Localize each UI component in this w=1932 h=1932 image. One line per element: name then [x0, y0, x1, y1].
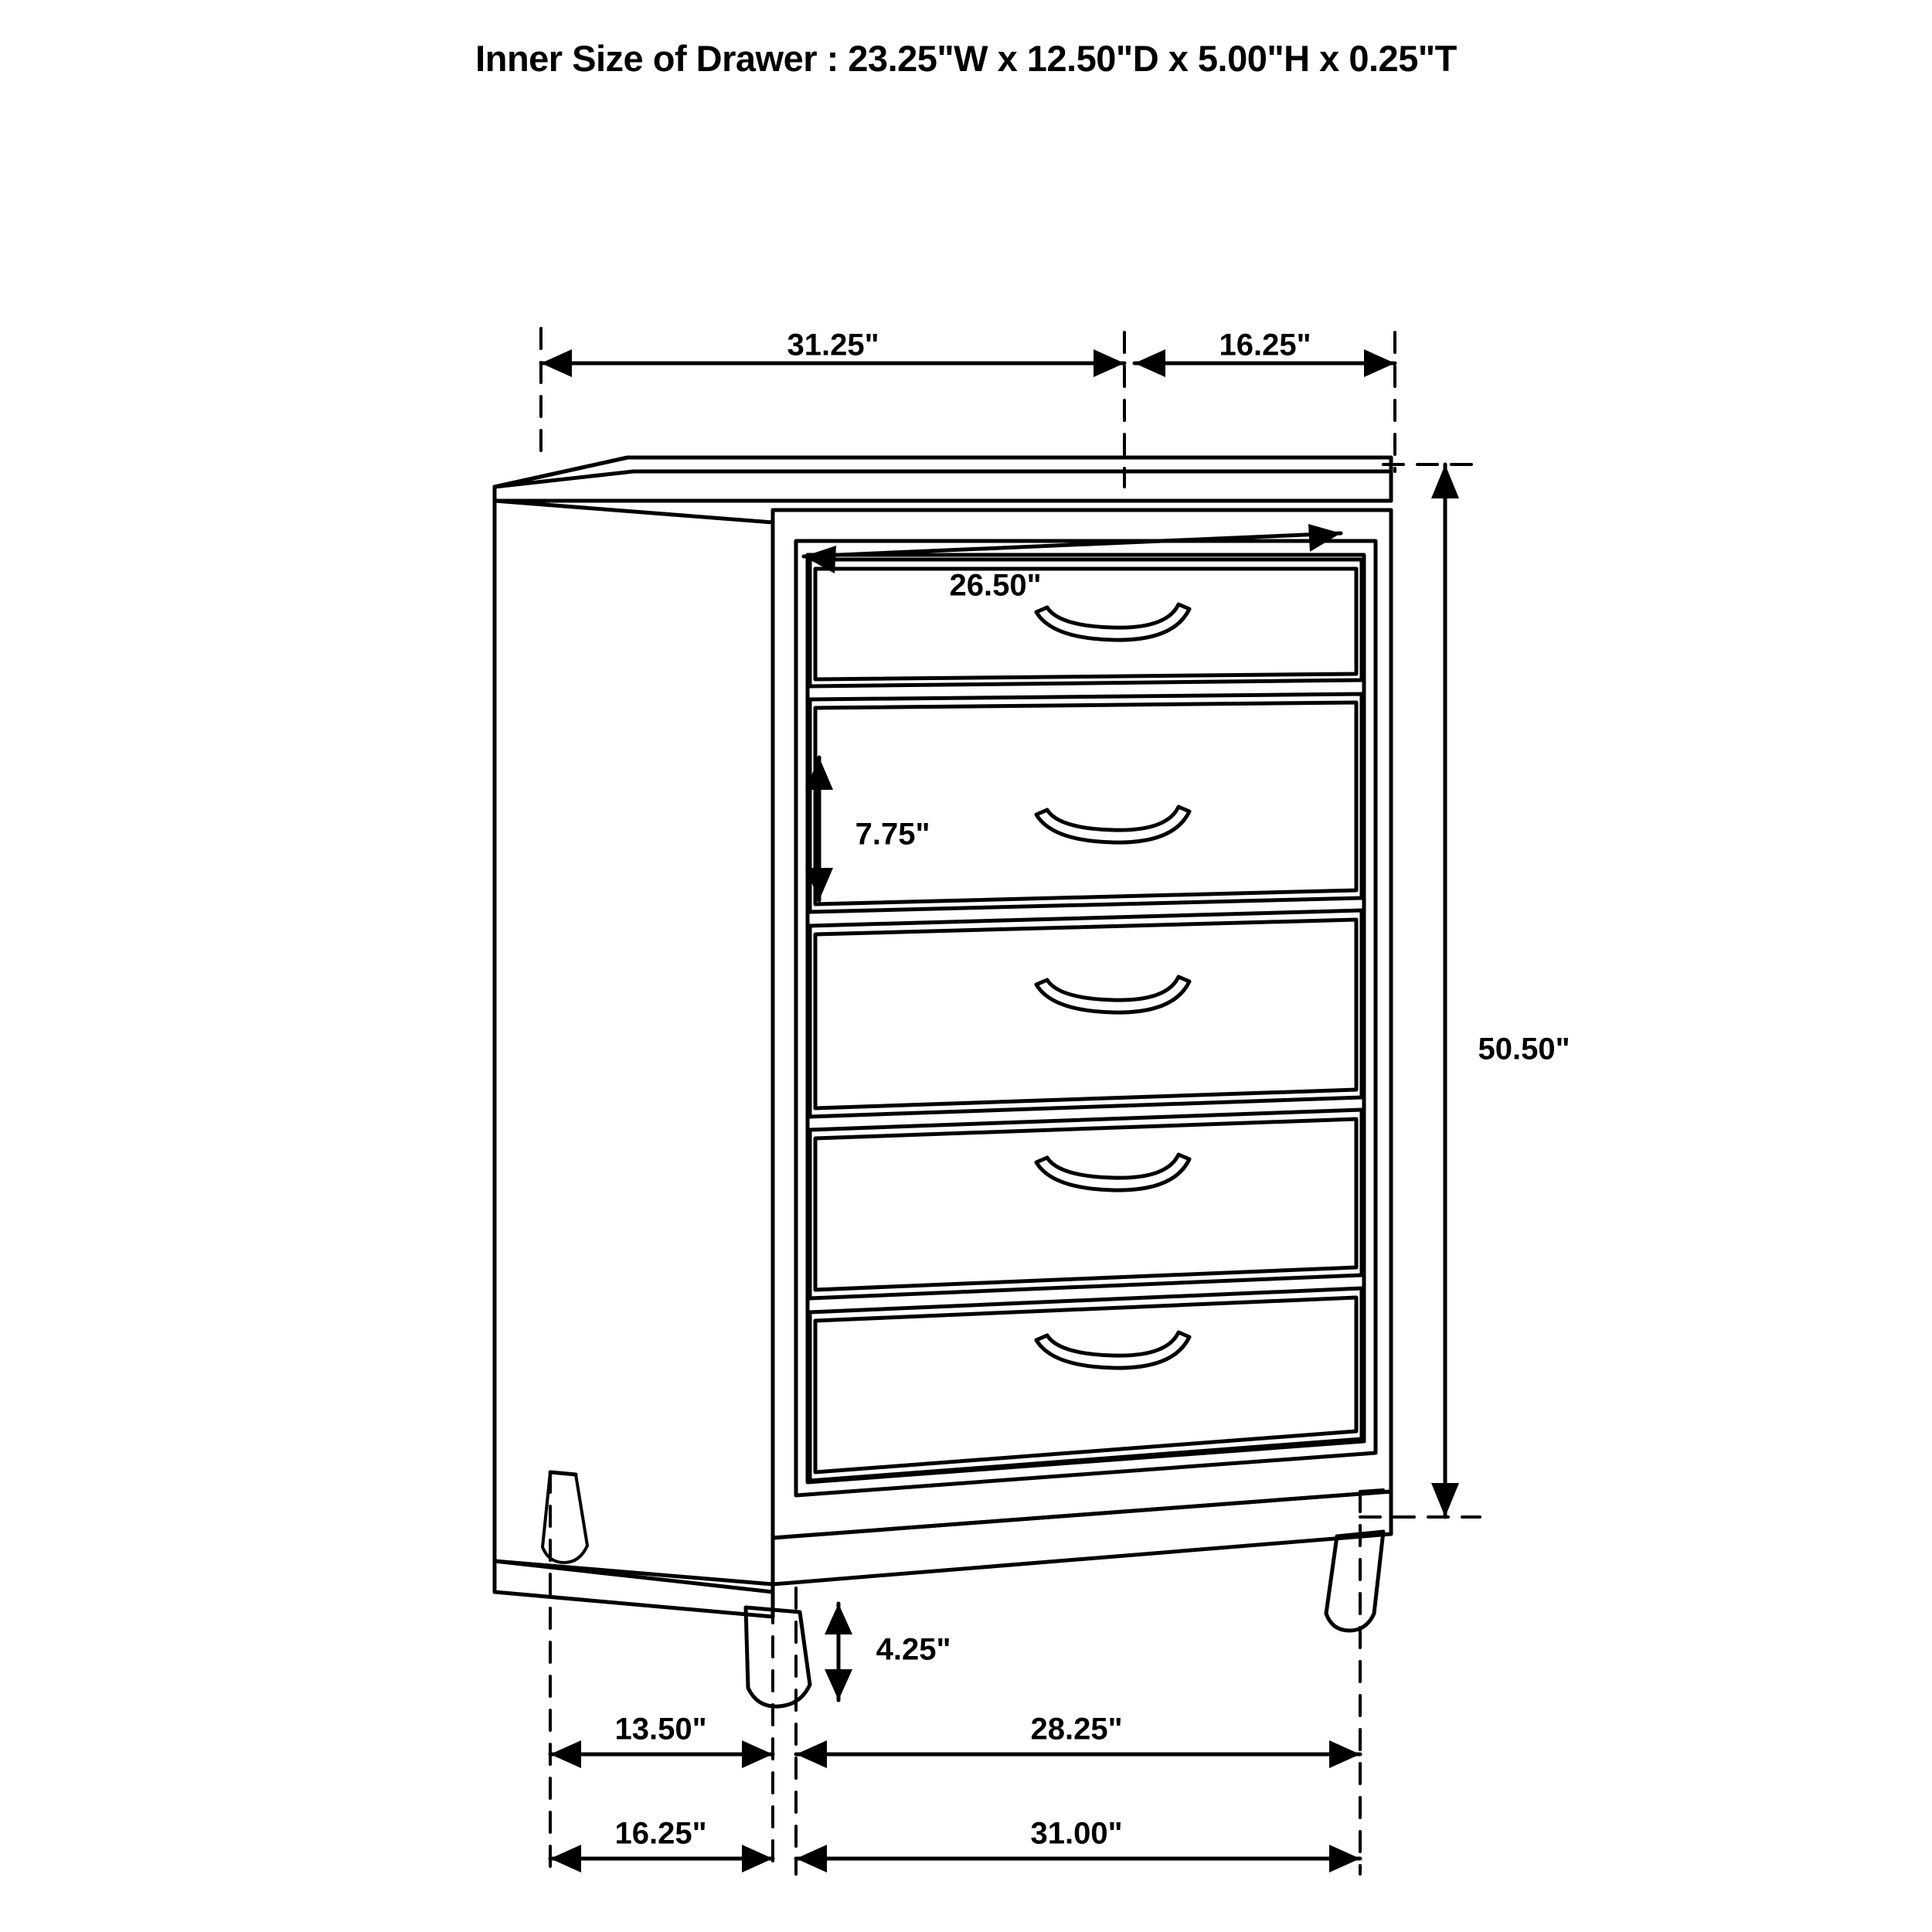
dim-label-overall-height: 50.50": [1478, 1032, 1570, 1066]
drawer-stack: [810, 560, 1362, 1481]
dim-label-base-depth: 13.50": [614, 1712, 707, 1747]
drawer-handles: [1036, 604, 1189, 1368]
dim-label-foot-depth: 16.25": [614, 1816, 707, 1851]
dim-label-top-depth: 16.25": [1219, 328, 1311, 362]
dim-label-leg-height: 4.25": [876, 1632, 951, 1667]
dim-label-top-width: 31.25": [787, 328, 879, 362]
cabinet-body: [495, 457, 1391, 1617]
dim-label-drawer-height: 7.75": [855, 817, 930, 852]
dim-label-base-width: 28.25": [1030, 1712, 1123, 1747]
dim-label-foot-width: 31.00": [1030, 1816, 1123, 1851]
dim-label-drawer-width: 26.50": [949, 568, 1042, 603]
page-title: Inner Size of Drawer : 23.25"W x 12.50"D x 5.00"H x 0.25"T: [475, 38, 1457, 79]
legs: [543, 1472, 1383, 1706]
